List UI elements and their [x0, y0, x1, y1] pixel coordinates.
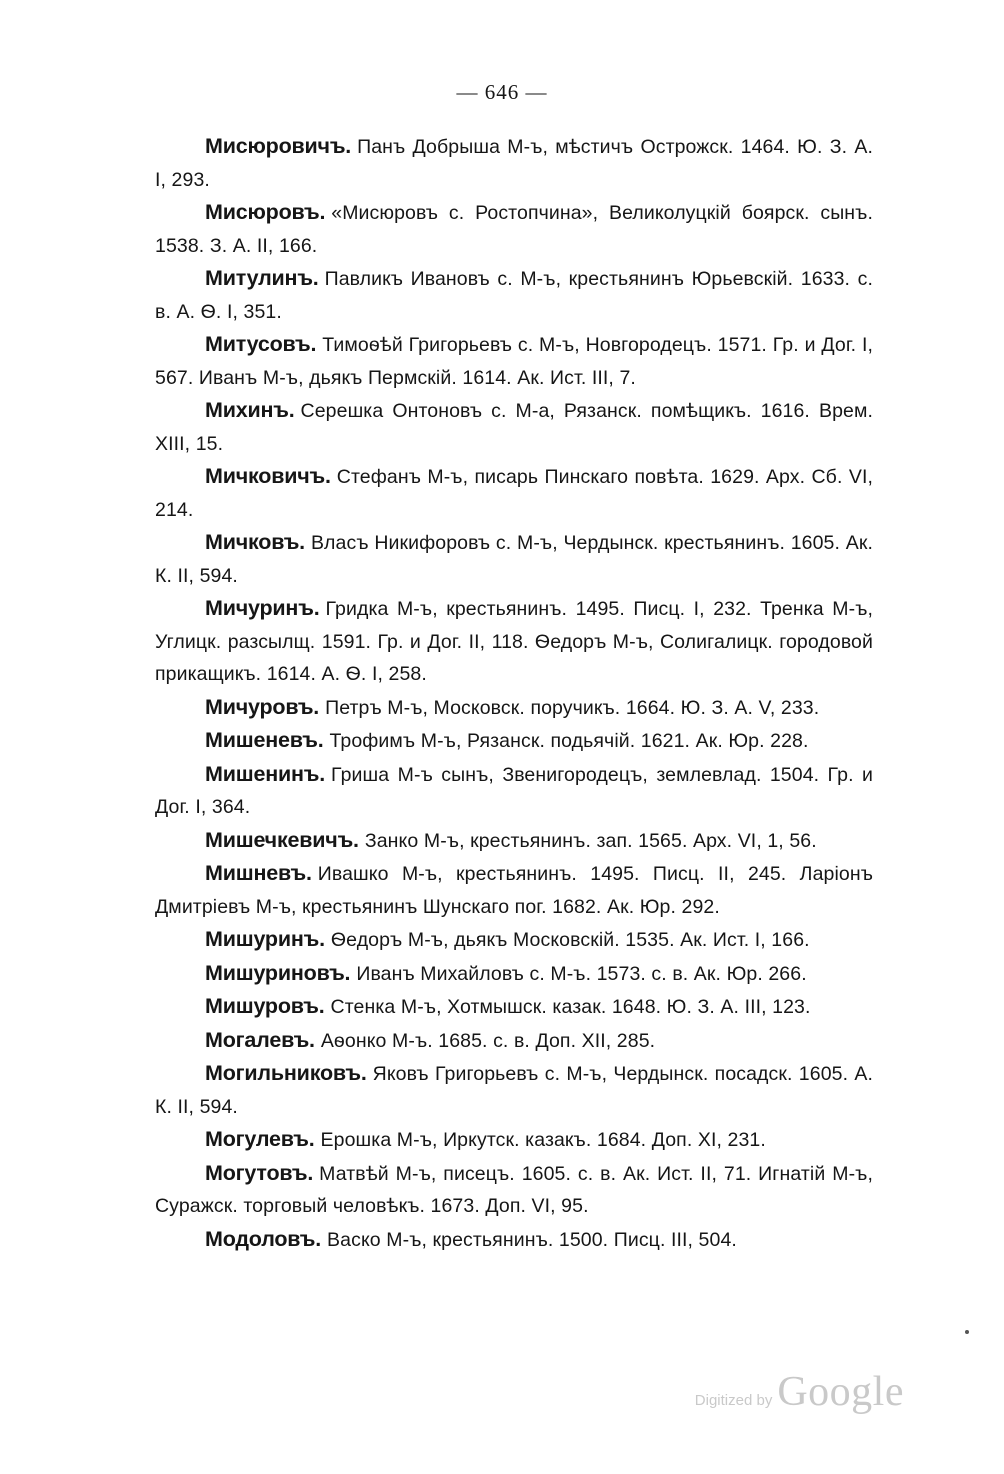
- surname-entry: [155, 460, 873, 526]
- surname-heading: Мичуровъ.: [205, 694, 320, 719]
- surname-entry: [155, 196, 873, 262]
- entry-text: Ѳедоръ М-ъ, дьякъ Московскій. 1535. Ак. Ист. I, 166.: [330, 929, 810, 951]
- surname-heading: Могутовъ.: [205, 1160, 314, 1185]
- surname-entry: [155, 691, 873, 725]
- entry-text: Матвѣй М-ъ, писецъ. 1605. с. в. Ак. Ист. II, 71. Игнатій М-ъ, Суражск. торговый человѣкъ. 1673. Доп. VI, 95.: [155, 1162, 873, 1217]
- surname-heading: Модоловъ.: [205, 1226, 322, 1251]
- entry-text: Ерошка М-ъ, Иркутск. казакъ. 1684. Доп. XI, 231.: [320, 1129, 766, 1151]
- surname-entry: [155, 130, 873, 196]
- surname-heading: Мичуринъ.: [205, 596, 320, 620]
- entry-list: [155, 130, 873, 1256]
- entry-text: Ивашко М-ъ, крестьянинъ. 1495. Писц. II, 245. Ларіонъ Дмитріевъ М-ъ, крестьянинъ Шунскаго пог. 1682. Ак. Юр. 292.: [155, 863, 873, 918]
- surname-entry: [155, 328, 873, 394]
- entry-text: Занко М-ъ, крестьянинъ. зап. 1565. Арх. VI, 1, 56.: [364, 829, 817, 852]
- surname-entry: [155, 957, 873, 991]
- entry-text: Панъ Добрыша М-ъ, мѣстичъ Острожск. 1464. Ю. З. А. I, 293.: [155, 136, 873, 191]
- entry-text: Васко М-ъ, крестьянинъ. 1500. Писц. III, 504.: [327, 1228, 737, 1251]
- surname-heading: Могильниковъ.: [205, 1061, 367, 1085]
- surname-entry: [155, 824, 873, 858]
- surname-heading: Могулевъ.: [205, 1127, 315, 1151]
- print-speck: [965, 1330, 969, 1334]
- surname-entry: [155, 1024, 873, 1058]
- entry-text: «Мисюровъ с. Ростопчина», Великолуцкій боярск. сынъ. 1538. З. А. II, 166.: [155, 202, 873, 257]
- entry-text: Павликъ Ивановъ с. М-ъ, крестьянинъ Юрьевскій. 1633. с. в. А. Ѳ. I, 351.: [155, 268, 873, 323]
- surname-heading: Мишенинъ.: [205, 761, 326, 786]
- google-logo: Google: [777, 1369, 904, 1415]
- entry-text: Власъ Никифоровъ с. М-ъ, Чердынск. крестьянинъ. 1605. Ак. К. II, 594.: [155, 532, 873, 587]
- entry-text: Иванъ Михайловъ с. М-ъ. 1573. с. в. Ак. Юр. 266.: [356, 962, 807, 985]
- surname-heading: Мисюровъ.: [205, 200, 326, 224]
- surname-heading: Мишуринъ.: [205, 927, 325, 951]
- surname-heading: Мичковичъ.: [205, 464, 331, 488]
- page-number: — 646 —: [456, 80, 548, 104]
- surname-entry: [155, 923, 873, 957]
- entry-text: Стенка М-ъ, Хотмышск. казак. 1648. Ю. З. А. III, 123.: [330, 996, 811, 1018]
- surname-entry: [155, 592, 873, 691]
- entry-text: Трофимъ М-ъ, Рязанск. подьячій. 1621. Ак. Юр. 228.: [329, 730, 809, 752]
- surname-entry: [155, 1157, 873, 1223]
- entry-text: Аѳонко М-ъ. 1685. с. в. Доп. XII, 285.: [320, 1029, 656, 1052]
- surname-heading: Мичковъ.: [205, 530, 305, 554]
- surname-entry: [155, 1057, 873, 1123]
- entry-text: Тимоѳѣй Григорьевъ с. М-ъ, Новгородецъ. 1571. Гр. и Дог. I, 567. Иванъ М-ъ, дьякъ Пермскій. 1614. Ак. Ист. III, 7.: [155, 334, 873, 389]
- digitized-by-watermark: [695, 1368, 904, 1416]
- surname-heading: Митулинъ.: [205, 266, 319, 290]
- entry-text: Серешка Онтоновъ с. М-а, Рязанск. помѣщикъ. 1616. Врем. XIII, 15.: [155, 400, 873, 455]
- surname-entry: [155, 526, 873, 592]
- surname-heading: Мишуриновъ.: [205, 960, 351, 985]
- surname-entry: [155, 857, 873, 923]
- surname-heading: Михинъ.: [205, 398, 295, 422]
- surname-heading: Мишневъ.: [205, 861, 312, 885]
- entry-text: Петръ М-ъ, Московск. поручикъ. 1664. Ю. З. А. V, 233.: [325, 696, 820, 719]
- watermark-prefix: Digitized by: [694, 1392, 773, 1409]
- entry-text: Яковъ Григорьевъ с. М-ъ, Чердынск. посадск. 1605. А. К. II, 594.: [155, 1063, 873, 1118]
- entry-text: Стефанъ М-ъ, писарь Пинскаго повѣта. 1629. Арх. Сб. VI, 214.: [155, 466, 873, 521]
- surname-heading: Мисюровичъ.: [205, 134, 352, 158]
- surname-entry: [155, 1223, 873, 1257]
- surname-entry: [155, 724, 873, 758]
- surname-entry: [155, 758, 873, 824]
- entry-text: Гридка М-ъ, крестьянинъ. 1495. Писц. I, 232. Тренка М-ъ, Углицк. разсылщ. 1591. Гр. и Дог. II, 118. Ѳедоръ М-ъ, Солигалицк. городовой прикащикъ. 1614. А. Ѳ. I, 258.: [155, 598, 873, 685]
- entry-text: Гриша М-ъ сынъ, Звенигородецъ, землевлад. 1504. Гр. и Дог. I, 364.: [155, 763, 873, 818]
- surname-heading: Мишеневъ.: [205, 728, 324, 752]
- surname-heading: Митусовъ.: [205, 332, 317, 356]
- surname-entry: [155, 394, 873, 460]
- surname-entry: [155, 1123, 873, 1157]
- surname-heading: Мишечкевичъ.: [205, 827, 359, 852]
- surname-entry: [155, 262, 873, 328]
- surname-entry: [155, 990, 873, 1024]
- surname-heading: Мишуровъ.: [205, 994, 325, 1018]
- surname-heading: Могалевъ.: [205, 1027, 315, 1052]
